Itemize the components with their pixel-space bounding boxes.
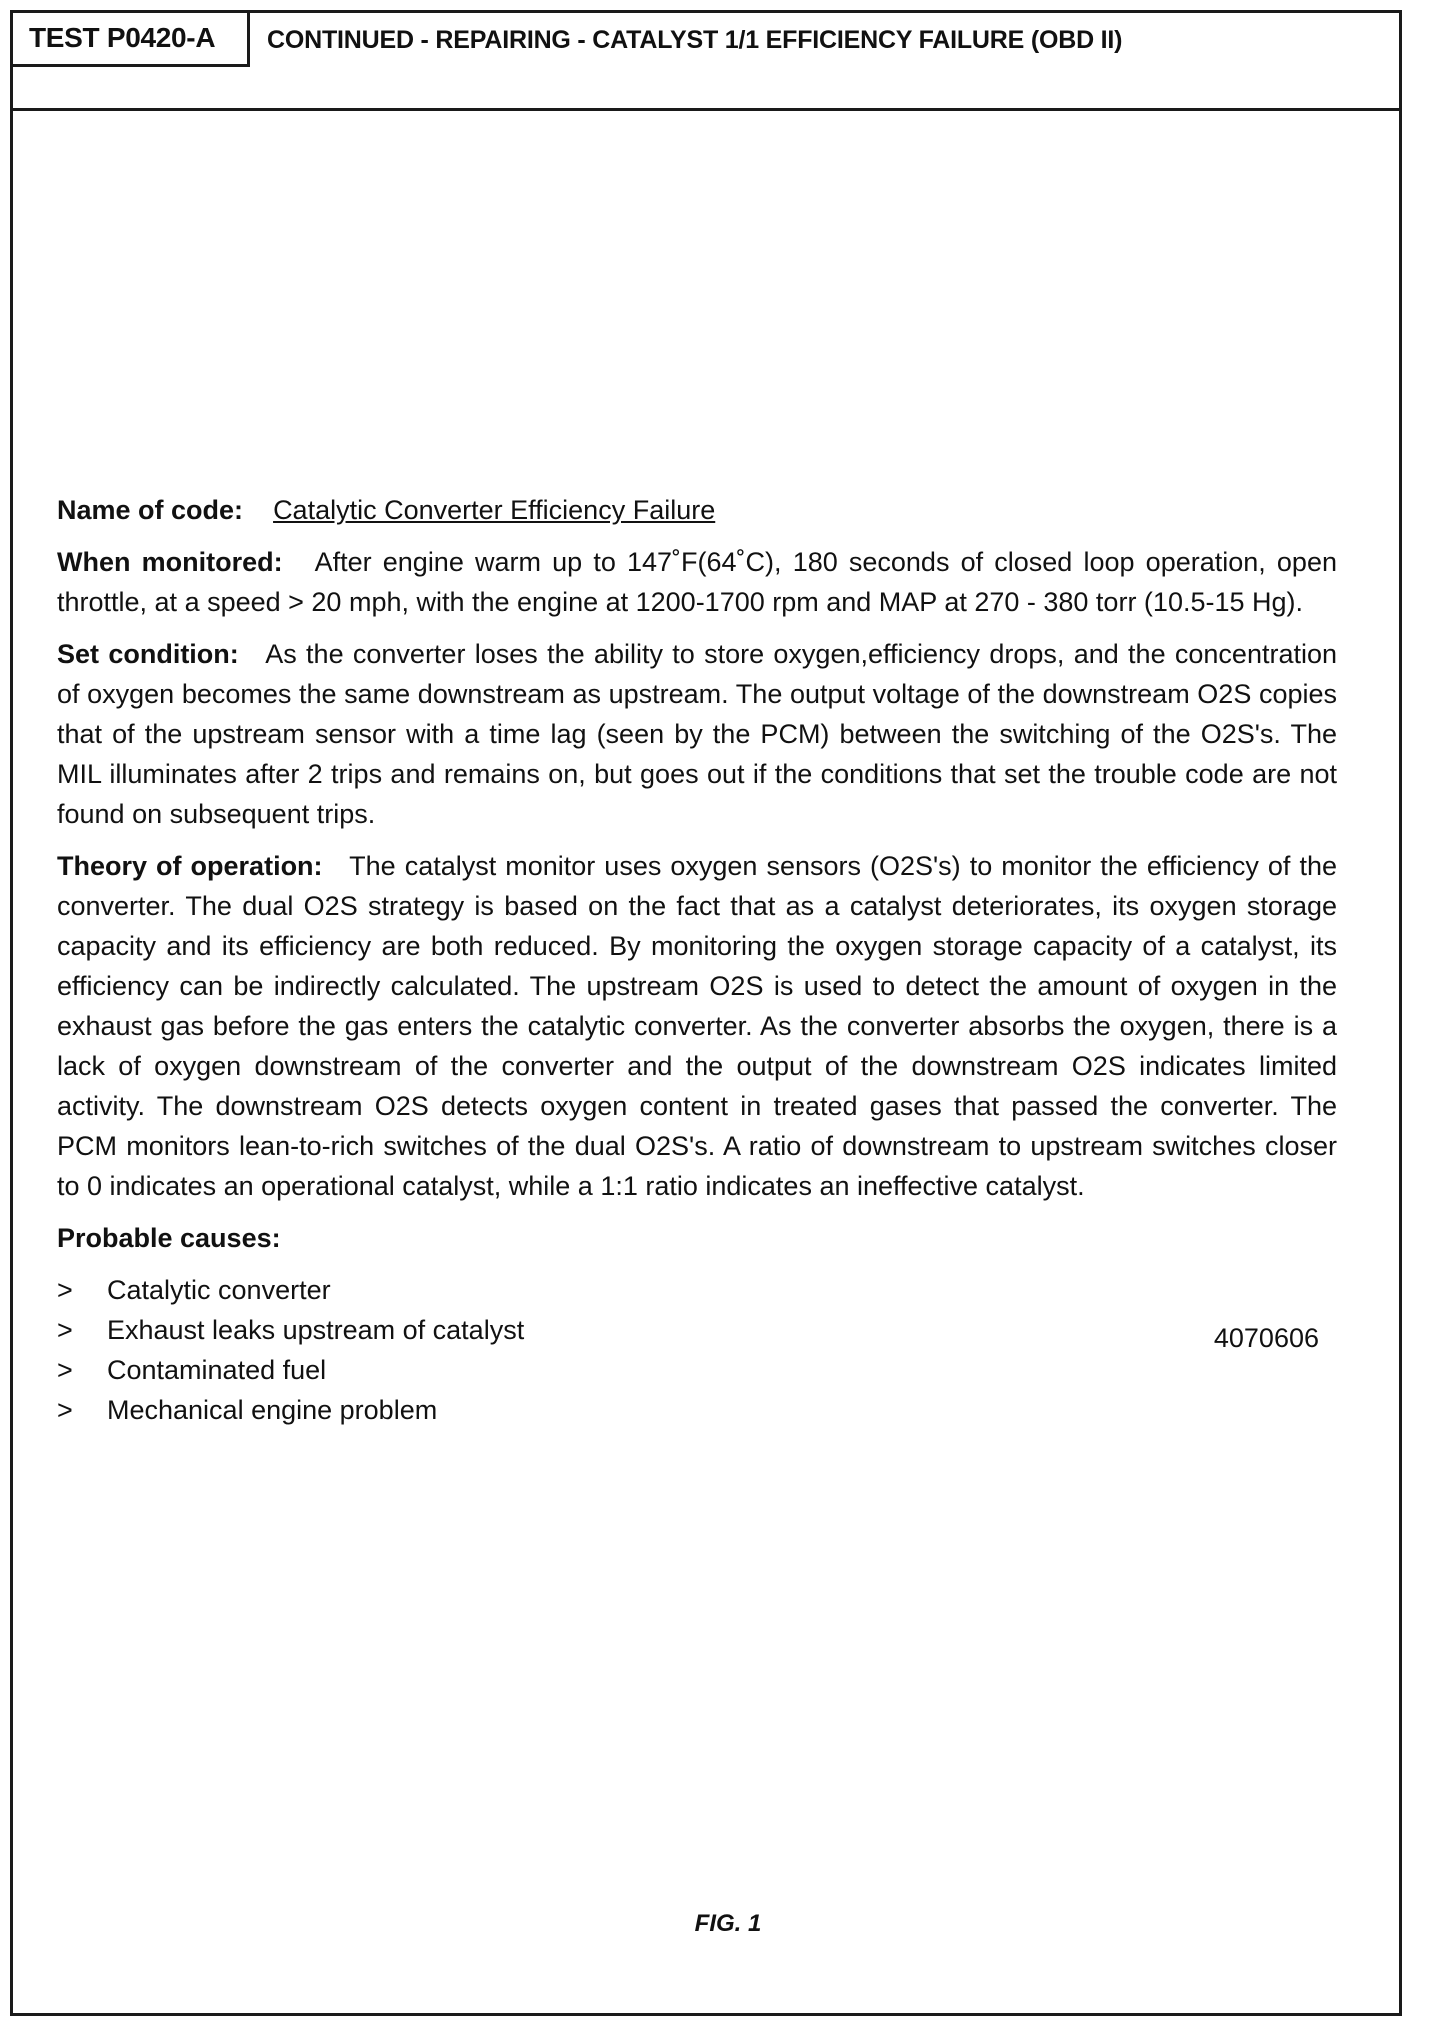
when-monitored-paragraph — [57, 542, 1337, 622]
cause-text: Catalytic converter — [107, 1275, 331, 1305]
theory-label: Theory of operation: — [57, 851, 323, 881]
bullet-marker: > — [57, 1395, 73, 1425]
when-monitored-text: After engine warm up to 147˚F(64˚C), 180 seconds of closed loop operation, open throttle, at a speed > 20 mph, with the engine at 1200-1700 rpm and MAP at 270 - 380 torr (10.5-15 Hg). — [57, 547, 1337, 617]
bullet-marker: > — [57, 1275, 73, 1305]
header-bar — [13, 13, 1399, 111]
probable-causes-heading: Probable causes: — [57, 1223, 281, 1253]
name-of-code-paragraph — [57, 490, 1337, 530]
set-condition-paragraph — [57, 634, 1337, 834]
figure-caption: FIG. 1 — [694, 1910, 762, 1937]
set-condition-label: Set condition: — [57, 639, 239, 669]
content-body — [57, 490, 1337, 1430]
bullet-marker: > — [57, 1315, 73, 1345]
list-item — [57, 1390, 1337, 1430]
cause-text: Exhaust leaks upstream of catalyst — [107, 1315, 525, 1345]
set-condition-text: As the converter loses the ability to store oxygen,efficiency drops, and the concentration of oxygen becomes the same downstream as upstream. The output voltage of the downstream O2S copies that of the upstream sensor with a time lag (seen by the PCM) between the switching of the O2S's. The MIL illuminates after 2 trips and remains on, but goes out if the conditions that set the trouble code are not found on subsequent trips. — [57, 639, 1338, 829]
bullet-marker: > — [57, 1355, 73, 1385]
cause-text: Mechanical engine problem — [107, 1395, 438, 1425]
cause-text: Contaminated fuel — [107, 1355, 327, 1385]
name-of-code-label: Name of code: — [57, 495, 244, 525]
name-of-code-value: Catalytic Converter Efficiency Failure — [273, 495, 716, 525]
list-item — [57, 1270, 1337, 1310]
probable-causes-list — [57, 1270, 1337, 1430]
test-code-box: TEST P0420-A — [13, 13, 250, 67]
list-item — [57, 1310, 1337, 1350]
list-item — [57, 1350, 1337, 1390]
theory-text: The catalyst monitor uses oxygen sensors (O2S's) to monitor the efficiency of the converter. The dual O2S strategy is based on the fact that as a catalyst deteriorates, its oxygen storage capacity and its efficiency are both reduced. By monitoring the oxygen storage capacity of a catalyst, its efficiency can be indirectly calculated. The upstream O2S is used to detect the amount of oxygen in the exhaust gas before the gas enters the catalytic converter. As the converter absorbs the oxygen, there is a lack of oxygen downstream of the converter and the output of the downstream O2S indicates limited activity. The downstream O2S detects oxygen content in treated gases that passed the converter. The PCM monitors lean-to-rich switches of the dual O2S's. A ratio of downstream to upstream switches closer to 0 indicates an operational catalyst, while a 1:1 ratio indicates an ineffective catalyst. — [57, 851, 1337, 1201]
theory-paragraph — [57, 846, 1337, 1206]
header-title: CONTINUED - REPAIRING - CATALYST 1/1 EFFICIENCY FAILURE (OBD II) — [267, 26, 1123, 54]
figure-id: 4070606 — [1213, 1323, 1319, 1353]
when-monitored-label: When monitored: — [57, 547, 283, 577]
